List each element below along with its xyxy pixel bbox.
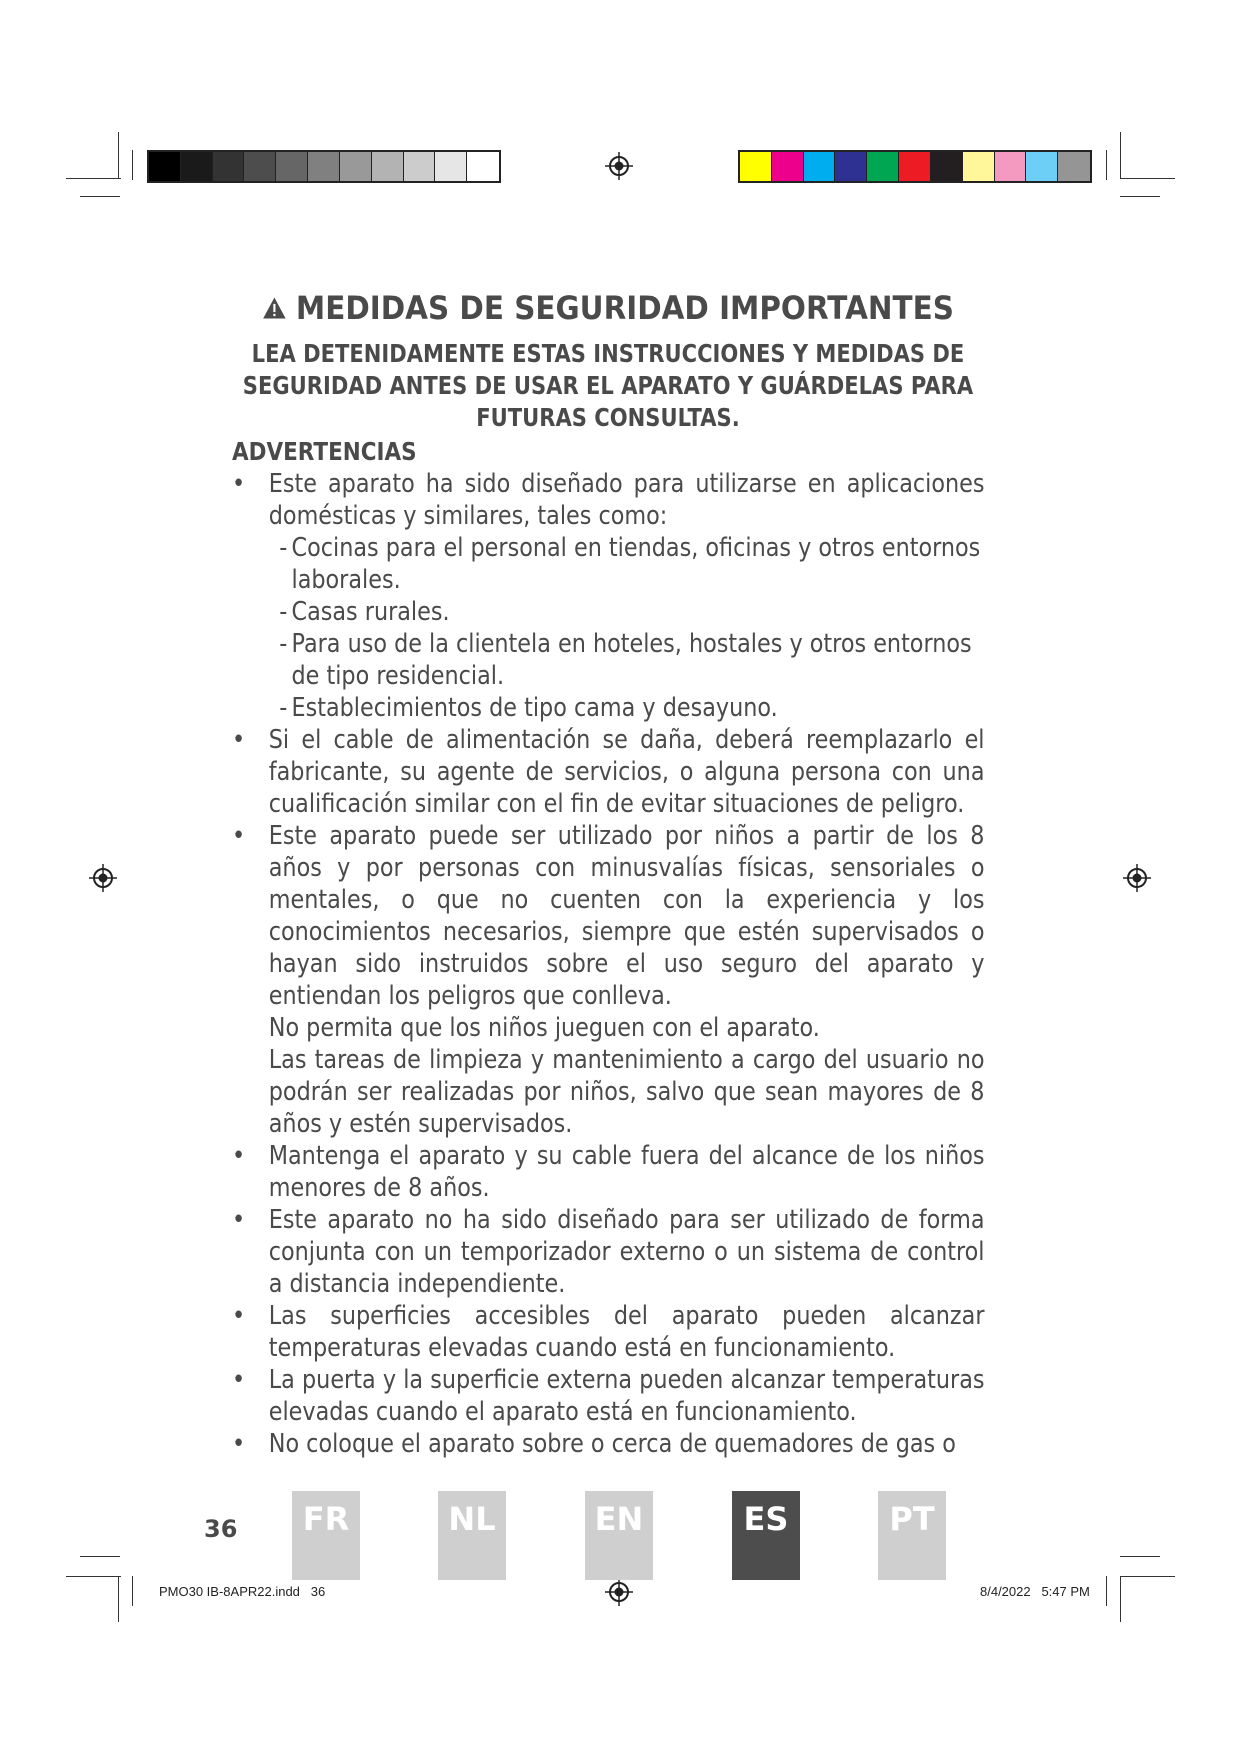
list-item [232,1300,985,1364]
paragraph: No permita que los niños jueguen con el aparato. [268,1013,820,1043]
color-swatch [372,152,404,181]
warning-triangle-icon [262,288,287,328]
color-swatch [435,152,467,181]
safety-instructions [232,288,984,1460]
tab-en[interactable]: EN [585,1491,653,1580]
bullet-text: No coloque el aparato sobre o cerca de quemadores de gas o [268,1429,956,1459]
crop-mark [1120,196,1160,197]
bullet-text: Este aparato ha sido diseñado para utilizarse en aplicaciones domésticas y similares, tales como: [268,469,985,531]
color-swatch [899,152,931,181]
color-calibration-bar [738,150,1092,183]
color-swatch [404,152,436,181]
date-slug: 8/4/2022 5:47 PM [980,1584,1090,1599]
color-swatch [1058,152,1090,181]
color-swatch [276,152,308,181]
crop-mark [1106,150,1107,180]
registration-mark-icon [1123,864,1151,892]
subtitle-line: FUTURAS CONSULTAS. [476,403,740,432]
bullet-text: Las superficies accesibles del aparato pueden alcanzar temperaturas elevadas cuando está en funcionamiento. [268,1301,985,1363]
warnings-list [232,468,985,1460]
bullet-text: Mantenga el aparato y su cable fuera del alcance de los niños menores de 8 años. [268,1141,985,1203]
crop-mark [1120,1556,1160,1557]
bullet-text: Este aparato no ha sido diseñado para ser utilizado de forma conjunta con un temporizador externo o un sistema de control a distancia independiente. [268,1205,985,1299]
color-swatch [963,152,995,181]
color-swatch [340,152,372,181]
sub-list-item: - Cocinas para el personal en tiendas, oficinas y otros entornos laborales. [232,532,985,596]
crop-mark [132,150,133,180]
color-swatch [931,152,963,181]
color-swatch [308,152,340,181]
subtitle-line: LEA DETENIDAMENTE ESTAS INSTRUCCIONES Y MEDIDAS DE [251,339,965,368]
sub-item-text: Cocinas para el personal en tiendas, oficinas y otros entornos laborales. [291,533,981,595]
sub-list-item: - Para uso de la clientela en hoteles, hostales y otros entornos de tipo residencial. [232,628,985,692]
sub-item-text: Para uso de la clientela en hoteles, hostales y otros entornos de tipo residencial. [291,629,972,691]
list-item [232,1364,985,1428]
crop-mark [1120,1576,1121,1622]
bullet-text: Si el cable de alimentación se daña, deberá reemplazarlo el fabricante, su agente de servicios, o alguna persona con una cualificación similar con el fin de evitar situaciones de peligro. [268,725,985,819]
subtitle [234,338,982,434]
list-item [232,820,985,1012]
color-swatch [804,152,836,181]
color-swatch [149,152,181,181]
tab-es[interactable]: ES [732,1491,800,1580]
color-swatch [867,152,899,181]
sub-item-text: Casas rurales. [291,597,450,627]
list-item [232,1428,985,1460]
crop-mark [66,178,121,179]
registration-mark-icon [605,152,633,180]
list-item [232,1204,985,1300]
color-swatch [1026,152,1058,181]
bullet-text: La puerta y la superficie externa pueden alcanzar temperaturas elevadas cuando el aparato está en funcionamiento. [268,1365,985,1427]
list-item [232,1140,985,1204]
sub-item-text: Establecimientos de tipo cama y desayuno. [291,693,778,723]
tab-nl[interactable]: NL [438,1491,506,1580]
sub-list-item: - Establecimientos de tipo cama y desayuno. [232,692,985,724]
crop-mark [1120,132,1121,178]
color-swatch [213,152,245,181]
tab-pt[interactable]: PT [878,1491,946,1580]
page-number: 36 [204,1515,238,1543]
crop-mark [80,196,120,197]
color-swatch [772,152,804,181]
color-swatch [467,152,499,181]
crop-mark [66,1576,121,1577]
color-swatch [835,152,867,181]
section-title: ADVERTENCIAS [232,437,417,466]
bullet-text: Este aparato puede ser utilizado por niños a partir de los 8 años y por personas con minusvalías físicas, sensoriales o mentales, o que no cuenten con la experiencia y los conocimientos necesarios, siempre que estén supervisados o hayan sido instruidos sobre el uso seguro del aparato y entiendan los peligros que conlleva. [268,821,985,1011]
title-text: MEDIDAS DE SEGURIDAD IMPORTANTES [295,289,954,327]
crop-mark [118,132,119,178]
crop-mark [1120,178,1175,179]
crop-mark [118,1576,119,1622]
tab-fr[interactable]: FR [292,1491,360,1580]
crop-mark [132,1576,133,1606]
color-swatch [181,152,213,181]
file-slug: PMO30 IB-8APR22.indd 36 [159,1584,326,1599]
paragraph: Las tareas de limpieza y mantenimiento a cargo del usuario no podrán ser realizadas por niños, salvo que sean mayores de 8 años y estén supervisados. [268,1045,985,1139]
color-swatch [740,152,772,181]
list-item [232,724,985,820]
registration-mark-icon [89,864,117,892]
crop-mark [1120,1576,1175,1577]
page-title [262,288,954,328]
grayscale-calibration-bar [147,150,501,183]
crop-mark [80,1556,120,1557]
subtitle-line: SEGURIDAD ANTES DE USAR EL APARATO Y GUÁRDELAS PARA [242,371,974,400]
color-swatch [244,152,276,181]
color-swatch [995,152,1027,181]
registration-mark-icon [605,1578,633,1606]
sub-list-item: - Casas rurales. [232,596,985,628]
crop-mark [1106,1576,1107,1606]
list-item [232,468,985,532]
